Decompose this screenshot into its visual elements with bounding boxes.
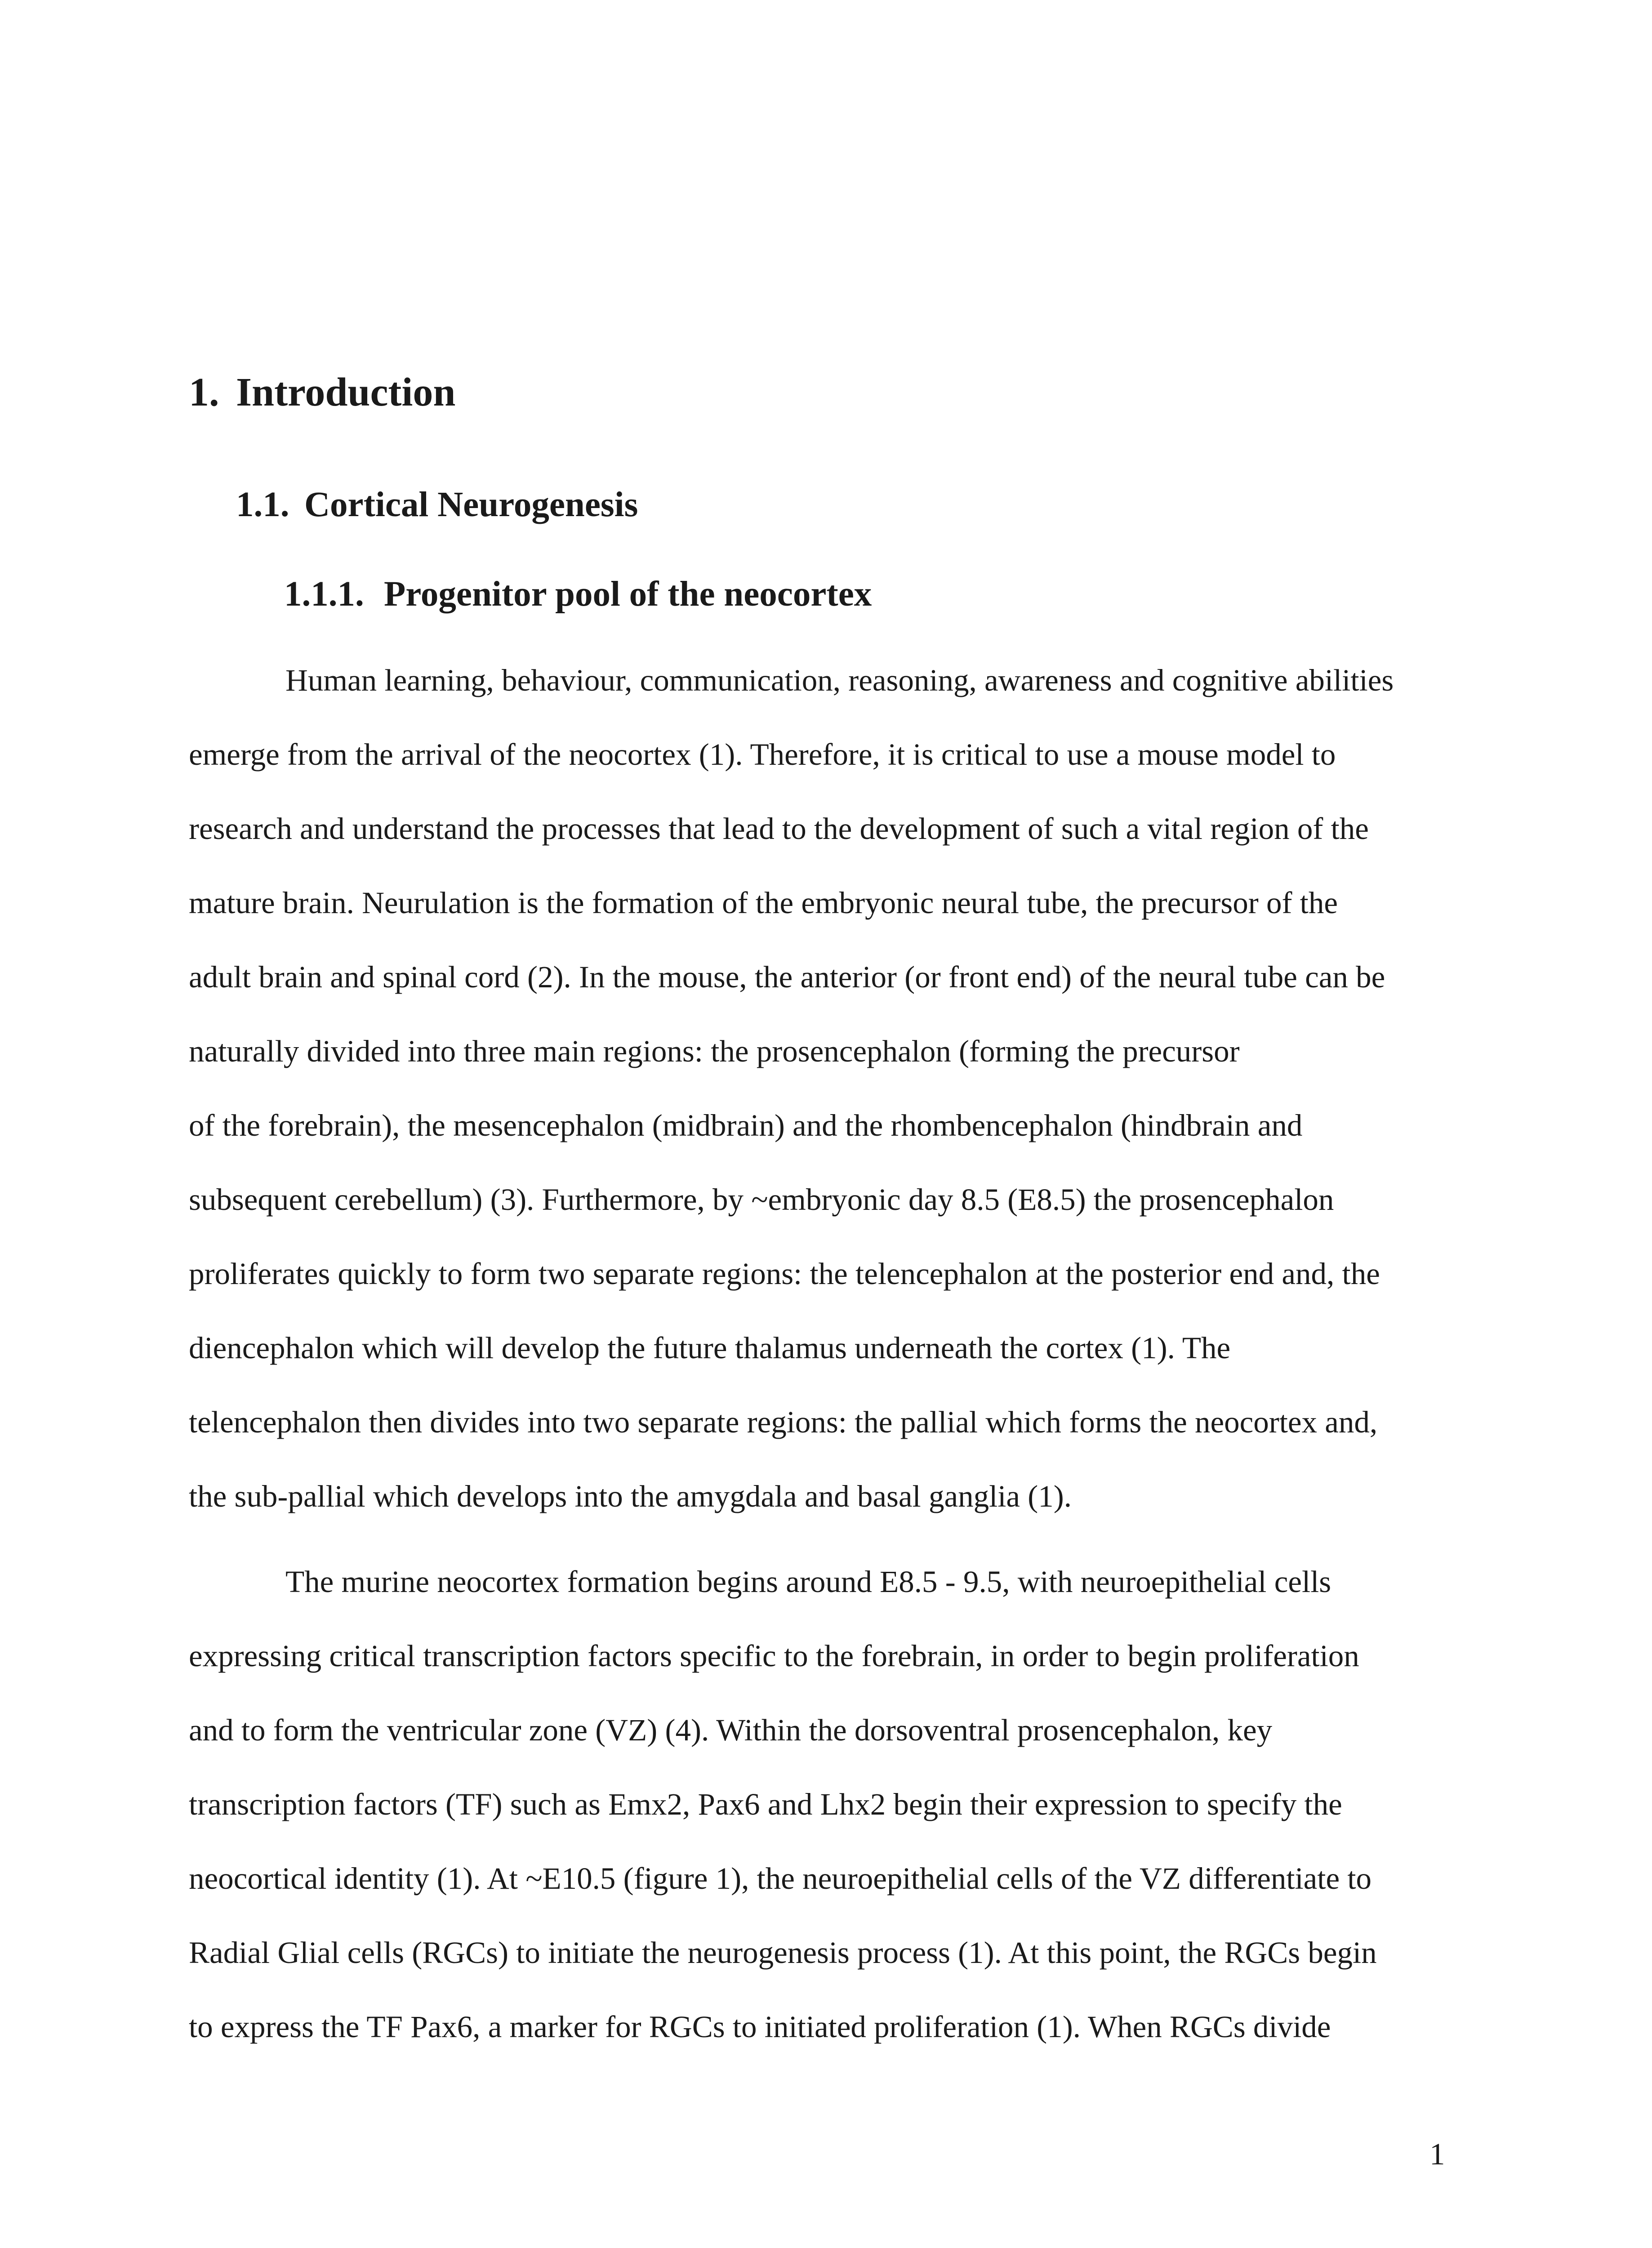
text-line: and to form the ventricular zone (VZ) (4). Within the dorsoventral prosencephalon, key bbox=[189, 1713, 1273, 1747]
heading-number: 1.1. bbox=[236, 485, 289, 524]
heading-cortical-neurogenesis bbox=[236, 487, 638, 522]
text-line: transcription factors (TF) such as Emx2, Pax6 and Lhx2 begin their expression to specify the bbox=[189, 1787, 1342, 1821]
text-line: research and understand the processes that lead to the development of such a vital region of the bbox=[189, 812, 1369, 846]
page-number: 1 bbox=[1429, 2137, 1445, 2171]
text-line: naturally divided into three main regions: the prosencephalon (forming the precursor bbox=[189, 1034, 1240, 1068]
text-line: expressing critical transcription factors specific to the forebrain, in order to begin proliferation bbox=[189, 1639, 1359, 1673]
text-line: The murine neocortex formation begins around E8.5 - 9.5, with neuroepithelial cells bbox=[285, 1565, 1331, 1599]
heading-title: Cortical Neurogenesis bbox=[304, 485, 638, 524]
text-line: neocortical identity (1). At ~E10.5 (figure 1), the neuroepithelial cells of the VZ differentiate to bbox=[189, 1861, 1371, 1896]
text-line: mature brain. Neurulation is the formation of the embryonic neural tube, the precursor of the bbox=[189, 886, 1338, 920]
text-line: Human learning, behaviour, communication, reasoning, awareness and cognitive abilities bbox=[285, 663, 1394, 697]
heading-introduction bbox=[189, 372, 455, 413]
heading-progenitor-pool bbox=[284, 576, 872, 612]
text-line: emerge from the arrival of the neocortex (1). Therefore, it is critical to use a mouse model to bbox=[189, 737, 1336, 772]
text-line: subsequent cerebellum) (3). Furthermore, by ~embryonic day 8.5 (E8.5) the prosencephalon bbox=[189, 1182, 1334, 1217]
heading-title: Introduction bbox=[236, 370, 456, 415]
text-line: of the forebrain), the mesencephalon (midbrain) and the rhombencephalon (hindbrain and bbox=[189, 1108, 1303, 1142]
text-line: diencephalon which will develop the future thalamus underneath the cortex (1). The bbox=[189, 1331, 1231, 1365]
text-line: to express the TF Pax6, a marker for RGCs to initiated proliferation (1). When RGCs divide bbox=[189, 2010, 1331, 2044]
text-line: Radial Glial cells (RGCs) to initiate the neurogenesis process (1). At this point, the RGCs begin bbox=[189, 1936, 1377, 1970]
text-line: adult brain and spinal cord (2). In the mouse, the anterior (or front end) of the neural tube can be bbox=[189, 960, 1385, 994]
heading-number: 1.1.1. bbox=[284, 575, 364, 614]
text-line: the sub-pallial which develops into the amygdala and basal ganglia (1). bbox=[189, 1479, 1072, 1513]
heading-title: Progenitor pool of the neocortex bbox=[384, 575, 872, 614]
heading-number: 1. bbox=[189, 370, 219, 415]
text-line: telencephalon then divides into two separate regions: the pallial which forms the neocortex and, bbox=[189, 1405, 1378, 1439]
text-line: proliferates quickly to form two separate regions: the telencephalon at the posterior end and, the bbox=[189, 1257, 1380, 1291]
